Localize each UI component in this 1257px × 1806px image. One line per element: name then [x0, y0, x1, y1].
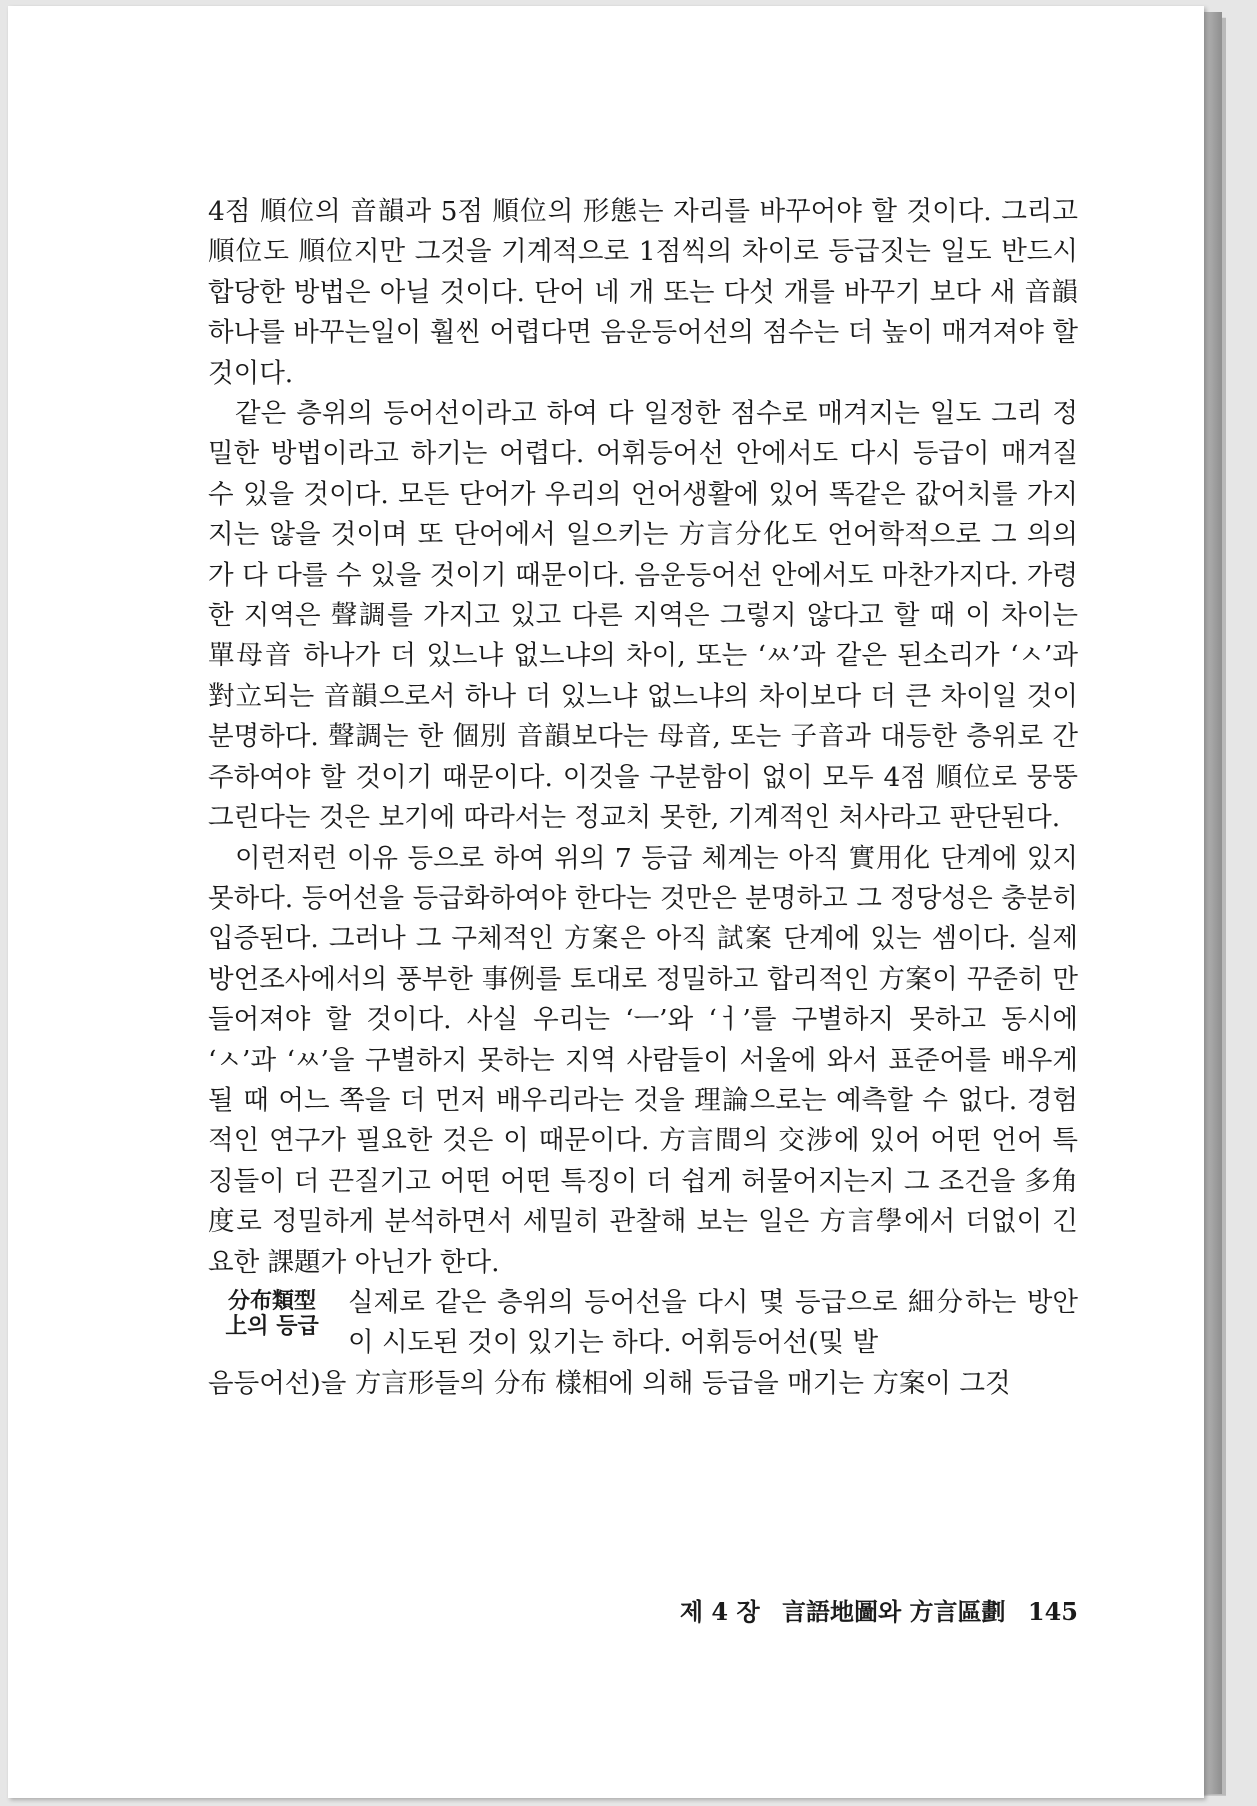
running-footer	[208, 1592, 1078, 1627]
side-heading-line-1: 分布類型	[227, 1288, 316, 1314]
side-heading	[208, 1283, 336, 1339]
book-page	[8, 6, 1204, 1798]
page-number: 145	[1027, 1597, 1078, 1626]
footer-chapter-title: 言語地圖와 方言區劃	[781, 1597, 1006, 1626]
paragraph-1: 4점 順位의 音韻과 5점 順位의 形態는 자리를 바꾸어야 할 것이다. 그리고 順位도 順位지만 그것을 기계적으로 1점씩의 차이로 등급짓는 일도 반드시 합당한 방법은 아닐 것이다. 단어 네 개 또는 다섯 개를 바꾸기 보다 새 音韻 하나를 바꾸는일이 훨씬 어렵다면 음운등어선의 점수는 더 높이 매겨져야 할 것이다.	[208, 196, 1078, 389]
section-continuation: 음등어선)을 方言形들의 分布 樣相에 의해 등급을 매기는 方案이 그것	[208, 1367, 1011, 1399]
section-with-side-heading	[208, 1283, 1078, 1364]
footer-chapter: 제 4 장	[679, 1597, 760, 1626]
paragraph-2: 같은 층위의 등어선이라고 하여 다 일정한 점수로 매겨지는 일도 그리 정밀한 방법이라고 하기는 어렵다. 어휘등어선 안에서도 다시 등급이 매겨질 수 있을 것이다. 모든 단어가 우리의 언어생활에 있어 똑같은 값어치를 가지지는 않을 것이며 또 단어에서 일으키는 方言分化도 언어학적으로 그 의의가 다 다를 수 있을 것이기 때문이다. 음운등어선 안에서도 마찬가지다. 가령 한 지역은 聲調를 가지고 있고 다른 지역은 그렇지 않다고 할 때 이 차이는 單母音 하나가 더 있느냐 없느냐의 차이, 또는 ‘ㅆ’과 같은 된소리가 ‘ㅅ’과 對立되는 音韻으로서 하나 더 있느냐 없느냐의 차이보다 더 큰 차이일 것이 분명하다. 聲調는 한 個別 音韻보다는 母音, 또는 子音과 대등한 층위로 간주하여야 할 것이기 때문이다. 이것을 구분함이 없이 모두 4점 順位로 뭉뚱그린다는 것은 보기에 따라서는 정교치 못한, 기계적인 처사라고 판단된다.	[208, 398, 1078, 834]
section-first-lines: 실제로 같은 층위의 등어선을 다시 몇 등급으로 細分하는 방안이 시도된 것이 있기는 하다. 어휘등어선(및 발	[348, 1286, 1078, 1359]
side-heading-line-2: 上의 등급	[225, 1313, 319, 1339]
paragraph-3: 이런저런 이유 등으로 하여 위의 7 등급 체계는 아직 實用化 단계에 있지 못하다. 등어선을 등급화하여야 한다는 것만은 분명하고 그 정당성은 충분히 입증된다. 그러나 그 구체적인 方案은 아직 試案 단계에 있는 셈이다. 실제 방언조사에서의 풍부한 事例를 토대로 정밀하고 합리적인 方案이 꾸준히 만들어져야 할 것이다. 사실 우리는 ‘ㅡ’와 ‘ㅓ’를 구별하지 못하고 동시에 ‘ㅅ’과 ‘ㅆ’을 구별하지 못하는 지역 사람들이 서울에 와서 표준어를 배우게 될 때 어느 쪽을 더 먼저 배우리라는 것을 理論으로는 예측할 수 없다. 경험적인 연구가 필요한 것은 이 때문이다. 方言間의 交涉에 있어 어떤 언어 특징들이 더 끈질기고 어떤 어떤 특징이 더 쉽게 허물어지는지 그 조건을 多角度로 정밀하게 분석하면서 세밀히 관찰해 보는 일은 方言學에서 더없이 긴요한 課題가 아닌가 한다.	[208, 842, 1078, 1278]
body-text	[208, 192, 1078, 1404]
